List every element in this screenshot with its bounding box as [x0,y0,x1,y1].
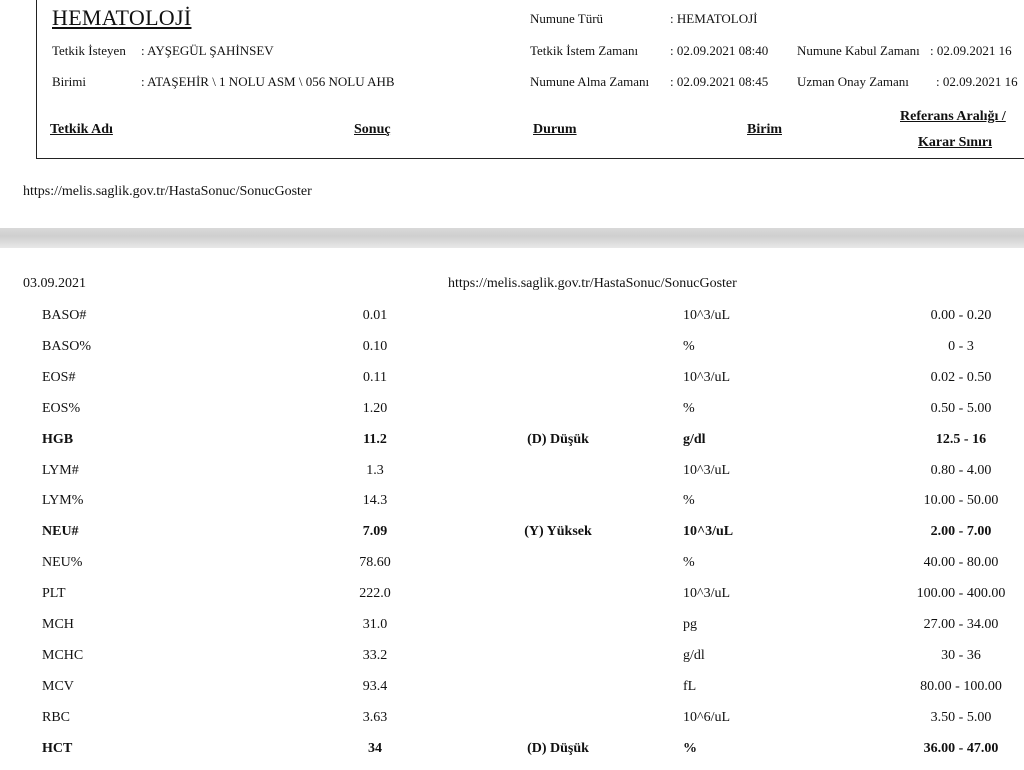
table-row [0,522,1024,553]
status-flag: (D) Düşük [527,431,589,447]
tetkik-isteyen-value: : AYŞEGÜL ŞAHİNSEV [141,43,274,58]
column-tetkik-adi: Tetkik Adı [50,122,113,137]
reference-range: 0.80 - 4.00 [930,462,992,478]
unit: g/dl [683,647,705,663]
unit: 10^3/uL [683,462,731,478]
unit: 10^3/uL [683,308,731,323]
unit: % [683,555,695,571]
reference-range: 0.02 - 0.50 [930,369,992,385]
column-referans-line1: Referans Aralığı / [900,109,1006,124]
test-name: HCT [42,740,73,756]
reference-range: 40.00 - 80.00 [923,555,999,571]
column-durum: Durum [533,122,577,137]
birimi-value: : ATAŞEHİR \ 1 NOLU ASM \ 056 NOLU AHB [141,74,395,89]
reference-range: 2.00 - 7.00 [930,524,992,540]
table-row [0,708,1024,739]
reference-range: 12.5 - 16 [935,431,987,447]
table-row [0,399,1024,430]
numune-kabul-label: Numune Kabul Zamanı [797,43,920,58]
table-row [0,337,1024,368]
report-page-top [0,0,1024,228]
unit: 10^6/uL [683,709,731,725]
result-value: 31.0 [362,617,388,632]
status-flag: (Y) Yüksek [524,524,592,540]
test-name: MCV [42,678,74,694]
result-value: 1.20 [362,400,388,416]
reference-range: 30 - 36 [941,647,981,663]
table-row [0,368,1024,399]
report-page-bottom [0,248,1024,764]
table-row [0,430,1024,461]
table-row [0,553,1024,584]
test-name: EOS% [42,400,81,416]
unit: g/dl [683,431,706,447]
table-row [0,615,1024,646]
result-value: 0.10 [362,338,388,354]
result-value: 34 [368,740,382,756]
test-name: EOS# [42,369,76,385]
result-value: 0.11 [363,369,387,385]
report-title: HEMATOLOJİ [52,5,192,30]
result-value: 14.3 [362,493,388,509]
table-row [0,491,1024,522]
unit: % [683,740,697,756]
column-referans-line2: Karar Sınırı [918,135,993,150]
table-row [0,306,1024,337]
result-value: 3.63 [362,709,388,725]
result-value: 93.4 [362,678,388,694]
result-value: 11.2 [363,431,387,447]
page-separator [0,228,1024,248]
reference-range: 100.00 - 400.00 [916,586,1006,602]
uzman-onay-label: Uzman Onay Zamanı [797,74,909,89]
table-row [0,677,1024,708]
test-name: BASO# [42,308,87,323]
tetkik-isteyen-label: Tetkik İsteyen [52,43,126,58]
table-row [0,646,1024,677]
column-birim: Birim [747,122,782,137]
test-name: BASO% [42,338,92,354]
unit: % [683,338,695,354]
unit: 10^3/uL [683,586,731,602]
test-name: LYM% [42,493,84,509]
tetkik-istem-label: Tetkik İstem Zamanı [530,43,639,58]
print-date: 03.09.2021 [23,276,86,291]
reference-range: 10.00 - 50.00 [923,493,999,509]
test-name: PLT [42,586,66,602]
page-footer-url[interactable]: https://melis.saglik.gov.tr/HastaSonuc/SonucGoster [23,184,312,199]
birimi-label: Birimi [52,74,86,89]
test-name: HGB [42,431,74,447]
table-row [0,739,1024,770]
result-value: 7.09 [362,524,388,540]
reference-range: 27.00 - 34.00 [923,617,999,632]
test-name: RBC [42,709,71,725]
result-value: 222.0 [359,586,391,602]
reference-range: 0.50 - 5.00 [930,400,992,416]
status-flag: (D) Düşük [527,740,589,756]
test-name: MCHC [42,647,84,663]
page-header-url[interactable]: https://melis.saglik.gov.tr/HastaSonuc/SonucGoster [448,276,737,291]
unit: % [683,400,695,416]
numune-alma-label: Numune Alma Zamanı [530,74,650,89]
numune-kabul-value: : 02.09.2021 16 [930,43,1012,58]
test-name: NEU% [42,555,83,571]
reference-range: 0 - 3 [948,338,974,354]
unit: % [683,493,695,509]
test-name: LYM# [42,462,79,478]
table-row [0,584,1024,615]
reference-range: 0.00 - 0.20 [930,308,992,323]
numune-turu-label: Numune Türü [530,11,604,26]
reference-range: 36.00 - 47.00 [923,740,999,756]
numune-turu-value: : HEMATOLOJİ [670,11,758,26]
unit: 10^3/uL [683,369,731,385]
result-value: 1.3 [366,462,384,478]
unit: 10^3/uL [683,524,734,540]
table-row [0,461,1024,492]
result-value: 0.01 [362,308,388,323]
tetkik-istem-value: : 02.09.2021 08:40 [670,43,769,58]
uzman-onay-value: : 02.09.2021 16 [936,74,1018,89]
column-sonuc: Sonuç [354,122,391,137]
unit: pg [683,617,697,632]
result-value: 78.60 [359,555,391,571]
numune-alma-value: : 02.09.2021 08:45 [670,74,769,89]
unit: fL [683,678,697,694]
test-name: MCH [42,617,74,632]
reference-range: 80.00 - 100.00 [920,678,1002,694]
reference-range: 3.50 - 5.00 [930,709,992,725]
result-value: 33.2 [362,647,388,663]
test-name: NEU# [42,524,79,540]
